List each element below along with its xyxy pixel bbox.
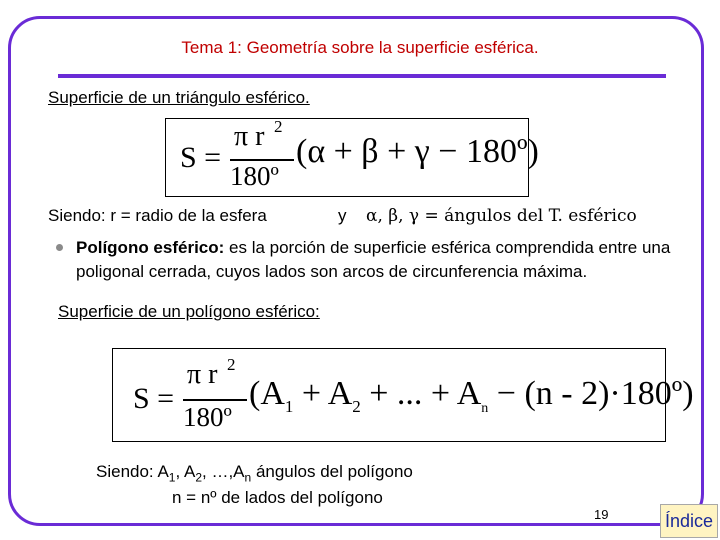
formula-lhs: S = [180, 141, 222, 174]
formula-lhs: S = [133, 382, 175, 415]
formula-bracket: (α + β + γ − 180º) [296, 133, 539, 170]
polygon-formula [112, 348, 694, 442]
page-number: 19 [594, 507, 609, 522]
formula-denominator: 180º [183, 402, 232, 432]
definition-term: Polígono esférico: [76, 238, 225, 257]
title-divider [58, 74, 666, 78]
definition-text: es la porción de superficie esférica comprendida entre una poligonal cerrada, cuyos lados son arcos de circunferencia máxima. [76, 238, 671, 281]
slide-title: Tema 1: Geometría sobre la superficie esférica. [181, 38, 539, 57]
formula-numerator: π r [187, 359, 218, 390]
triangle-where-y: y [338, 206, 347, 225]
formula-denominator: 180º [230, 161, 279, 191]
formula-numerator: π r [234, 121, 265, 152]
triangle-formula [165, 117, 539, 197]
triangle-where-angles: α, β, γ = ángulos del T. esférico [366, 206, 637, 226]
bullet-icon [56, 244, 63, 251]
triangle-where: Siendo: r = radio de la esfera [48, 206, 267, 225]
fraction-bar [183, 399, 247, 401]
polygon-where-line2: n = nº de lados del polígono [172, 488, 383, 507]
triangle-heading: Superficie de un triángulo esférico. [48, 88, 310, 107]
index-button[interactable]: Índice [660, 504, 718, 538]
polygon-heading: Superficie de un polígono esférico: [58, 302, 320, 321]
formula-bracket: ($A_1 + A_2$ + ... + $A_n - (n$ - 2)·180º) [249, 375, 694, 416]
polygon-where-line1: Siendo: $A_1$, $A_2$, $\dots,A_n$ ángulos del polígono [96, 462, 413, 485]
formula-exponent: 2 [227, 355, 236, 374]
formula-exponent: 2 [274, 117, 283, 136]
polygon-definition [76, 236, 676, 284]
